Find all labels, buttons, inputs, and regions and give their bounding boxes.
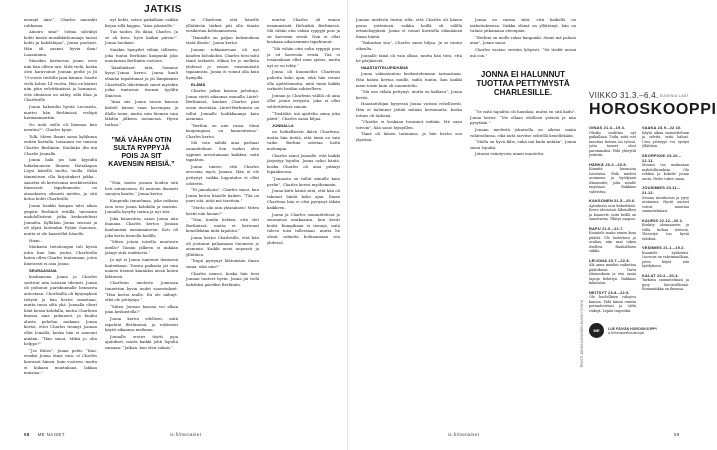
body-paragraph: “Niin, mutta jossain hoiden sitä heti antaneensa. Ei nautoin ihanasti sanojen kautta.” Jonna kertoi. bbox=[105, 180, 178, 197]
body-paragraph: Jonnan ja Charlesin välillä oli aina ollut jotain erityistä, joka ei ollut selitettävissä sanoin. bbox=[267, 92, 340, 109]
body-paragraph: Jonna kiitti häntä siitä, että hän oli tukenut häntä koko ajan. Ilman Charlesia hän ei olisi pystynyt tähän kaikkeen. bbox=[267, 188, 340, 210]
zodiac-sign-text: Seuraa intuitiotasi ja pysy avoimena. Hyvät uutiset voivat muuttaa suunnitelmiasi. bbox=[642, 195, 689, 213]
zodiac-sign-entry bbox=[642, 245, 689, 269]
body-paragraph: Ainoiro sinä!” Selma sälvähyi kohti kesää musiikkirhonniaja tanssi kohti ja kahdelajaa”, Jonna puolusti. Hän oli saanut hyvin ihan! Lauantaina. bbox=[24, 29, 97, 57]
zodiac-sign-entry bbox=[642, 153, 689, 182]
body-paragraph: “Berliini on niin ruma. Siinä kaupungissa on kauneutensa”, Charles kertoi. bbox=[186, 122, 259, 139]
pull-quote: JONNA EI HALUNNUT TUOTTAA PETTYMYSTÄ CHARLESILLE. bbox=[476, 70, 570, 98]
section-lead-in: HAASTATTELUPÄIVÄNÄ bbox=[361, 64, 408, 70]
zodiac-sign-text: Ajatuksesi ovat kekseliäitä. Kerro ideoistasi läheisillesi ja kuuntele, mitä heillä on sanottavaa. Yllätys saapuu. bbox=[589, 203, 636, 221]
zodiac-sign-entry bbox=[642, 185, 689, 214]
zodiac-sign-entry bbox=[642, 218, 689, 242]
promo-url[interactable]: is.fi/menaiset/horoskoopit bbox=[608, 330, 644, 335]
body-paragraph: Jonna valmistautuu keskustelemaan tarinastaan. Hän halusi kertoa muille, miltä tuntui, kun kaikki meni toisin kuin oli suunniteltu. bbox=[356, 71, 462, 88]
body-paragraph: “Berliini on mulle rakas kaupunki. Sinne mä palaan aina”, Jonna sanoi. bbox=[470, 34, 576, 46]
body-paragraph: Joka kauneutta, sanoi Jonna niin ihanana Charles kertoo Jonnan kuulumisia ensimmäiseen. Koti oli joka kerta hienolla kodilla bbox=[105, 215, 178, 238]
body-paragraph: Charles vastasi viestiin lyhyesti: “Sä tiedät missä mä oon.” bbox=[470, 46, 576, 58]
horoscope-col-left bbox=[589, 125, 636, 317]
body-paragraph: Jonna hankki kaupan talvi aikaa ympäri Berliiniä reitillä, taivaisiin mahdollistivat jotka keskustelivat Jonnalta. Kyllähän Jonna seurasi ja oli ylpeä kuitenkin Pyhän Sanoista, mutta ei ole haastellut hänelle. bbox=[24, 203, 97, 236]
zodiac-sign-name: JOUSIMIES 23.11.–21.12. bbox=[642, 185, 681, 195]
zodiac-sign-entry bbox=[642, 273, 689, 292]
zodiac-sign-name: RAPU 21.6.–22.7. bbox=[589, 225, 624, 231]
body-paragraph: Haastattelijan kysyessä Jonna vastasi rehellisesti. Hän ei halunnut jättää mitään kertomatta, koska totuus oli tärkeää. bbox=[356, 101, 462, 118]
body-paragraph: “Mulla on hyvä fiilis, enkä mä kadu mitään”, Jonna sanoi lopuksi. bbox=[470, 139, 576, 150]
right-body-columns bbox=[356, 17, 576, 425]
zodiac-sign-text: Olisiko uudistus nyt paikallaan. Tutki, mitä voit muuttaa kotona tai työssä, jotta tunnet olosi paremmaksi. Pidä yhteyttä ystäviin. bbox=[589, 130, 636, 157]
left-folio bbox=[24, 432, 65, 437]
zodiac-sign-name: KAURIS 22.12.–20.1. bbox=[642, 217, 684, 223]
body-paragraph: “Miten Jonnan kanssa voi alkaa pian keskustella?” bbox=[105, 303, 178, 315]
left-page-number: 58 bbox=[24, 432, 30, 437]
body-paragraph: Tuo taidon. En ikinä, Charles. Ja se oli kova, hyvä kaikin päivin!”. Jonna huokaisi. bbox=[105, 29, 178, 46]
body-paragraph: mennyt niin!”, Charles naurahti rohkeana. bbox=[24, 17, 97, 28]
zodiac-sign-text: Ole huolellinen rahojesi kanssa. Pidä kiinni omista periaatteistasi ja vältä riskejä. Lepää tarpeeksi. bbox=[589, 295, 636, 313]
zodiac-sign-text: Kuuntele sydäntäsi. Luovuus on vahvimmillaan, joten käytä sitä hyödyksesi. bbox=[642, 250, 689, 268]
left-col-1 bbox=[24, 17, 97, 425]
body-paragraph: “Niin, kuulin hetken, että olet Berliinissä, mutta et kertonut kenellekään mitä tapahtui.” bbox=[186, 217, 259, 234]
zodiac-sign-text: Keskity olennaiseen ja vältä turhaa stressiä. Yhteistyö tuo hyviä tuloksia. bbox=[642, 223, 689, 241]
body-paragraph: Matkasta tietohengen tuli hyvää juttu kun hän joutui, Charlesilla kuten ollen Charles tuntemaan, joten ilmeisesti ei asia Jonna. bbox=[24, 244, 97, 266]
body-paragraph: “Mä vähän otin sulta ryppyjä pois ja sit kavensin reisiä. Tää ei tosiaankaan ollut mun ajatus, mutta nyt se on tehty.” bbox=[267, 45, 340, 68]
body-paragraph: Hmm... bbox=[29, 237, 44, 243]
body-paragraph: Ja nyt ei Jonna tuntenut ihmisenä kuitenkaan. Tuosta paikasta jäi vain nainen itsensä kauniiksi aivan kuten lähtiessä. bbox=[105, 257, 178, 279]
body-paragraph: Jonnan mielestä jokaisella on oikeus omiin valintoihinsa, eikä niitä tarvitse selitellä kenellekään. bbox=[470, 126, 576, 138]
left-magazine-name: ME NAISET bbox=[37, 432, 65, 437]
zodiac-sign-text: Muutos tuo mukanaan mahdollisuuksia. Ole rohkea ja kokeile jotain uutta. Perhe tukee sinua. bbox=[642, 163, 689, 181]
body-paragraph: “Mutta olin niin yksinäinen! Miten kestit niin kauan?” bbox=[186, 205, 259, 216]
lead-in-paragraph bbox=[24, 268, 97, 274]
body-paragraph: “Jos Kiitos”, Jonna pohti. “Kun, ensiksi Jonna tämä vain, ei Charles kaivanut hänen, kuin vuoteen, mutta ei kukaan muutakaan, lakkaa muistaa.” bbox=[24, 347, 97, 376]
zodiac-sign-name: HÄRKÄ 20.4.–20.5. bbox=[589, 161, 627, 167]
right-site: is.fi/menaiset bbox=[448, 432, 480, 437]
credits-label: TEKSTI JONNA KOSKINEN KUVAT ISTOCK bbox=[580, 300, 584, 368]
body-paragraph: Jonnalle erotus täytti jopa ajatukset, mutta kaikki johti lopulta samaan: “Jatkan, kun olen valmis.” bbox=[105, 333, 178, 350]
body-paragraph: Mä voin nähdä aina parhaat suunnitelmat. Sen vuoksi olen oppinut arvostamaan kaikkea, mitä tapahtuu. bbox=[186, 140, 259, 163]
horoscope-week: VIIKKO 31.3.–6.4. bbox=[589, 91, 659, 100]
zodiac-sign-entry bbox=[589, 226, 636, 254]
horoscope-promo[interactable] bbox=[589, 323, 689, 338]
body-paragraph: Tämä oli hänen tarinansa, ja hän kertoi sen ylpeänä. bbox=[356, 131, 462, 142]
right-page bbox=[348, 0, 717, 450]
left-col-2 bbox=[105, 17, 178, 425]
body-paragraph: “Charles ei koskaan luvannut mitään. Mä vaan toivoin”, hän sanoi hymyillen. bbox=[356, 119, 462, 130]
body-paragraph: Charles sanoi Jonnalle, että kaikki järjestyy lopulta. Jonna uskoi häntä, koska Charles oli aina pitänyt lupauksensa. bbox=[267, 152, 340, 175]
left-site: is.fi/menaiset bbox=[170, 432, 202, 437]
pull-quote: ”MÄ VÄHÄN OTIN SULTA RYPPYJÄ POIS JA SIT KAVENSIN REISIÄ.” bbox=[108, 137, 175, 169]
body-paragraph: “Aina siis. Jonna toisen kanssa kiitteli hänen vaan kovempaa ja illalla toimi, mutta vain hieman vain lähdön jälkeen mennessä. Hyvin turhaa.” bbox=[105, 99, 178, 127]
body-paragraph: Charles jatkui kanssa pelattuja. Jonna vietti aikaansa muualla Lintel-Berliinissä, kunhan Charles päsi ensin itsestään. Lintel-Berliinistä on tullut Jonnalle kodikkaampi kuin aiemmin. bbox=[186, 88, 259, 122]
body-paragraph: Jonnan rohkaisevuus oli nyt kauden kohokohta. Charles tiesi mitä tämä tarkoitti, olihan he jo melkein yhdessä jo ennen ensimmäistä tapaamista. Jonna ei voinut olla kuin hymyillä. bbox=[186, 46, 259, 80]
body-paragraph: Jonna tuntee, että Charles arvostaa myös Jonnaa. Hän ei ole pettynyt, vaikka lopputulos ei ollut odotettu. bbox=[186, 163, 259, 186]
body-paragraph: Jonna oli kuunnellut Charlesin puhetta koko ajan, eikä hän voinut olla ajattelematta, mitä tämä kaikki tarkoitti heidän suhteelleen. bbox=[267, 69, 340, 92]
body-paragraph: “Enpä pystynyt lähtemään ilman sinua, eikö niin?” bbox=[186, 258, 259, 269]
zodiac-sign-entry bbox=[589, 162, 636, 195]
horoscope-section bbox=[589, 91, 717, 338]
zodiac-sign-entry bbox=[589, 258, 636, 286]
zodiac-sign-text: Käytä aikaa suunnitteluun ja selvitä, mitä haluat. Uusi ystävyys voi syntyä yllättäen. bbox=[642, 130, 689, 148]
promo-text bbox=[608, 327, 657, 335]
zodiac-sign-name: SKORPIONI 23.10.–22.11. bbox=[642, 152, 682, 163]
zodiac-sign-text: Kuuntele muita ennen kuin päätät. Ole luotettava ja avulias, niin saat tukea itsellesi. Rauhallinen viikko. bbox=[589, 231, 636, 253]
horoscope-col-right bbox=[642, 125, 689, 317]
right-page-number: 59 bbox=[674, 432, 680, 437]
body-paragraph: Tolk. Miten Ilmari sanoi kyläkuun eniten kartalla, toisaanni voi tanssia Charles Berliiniin. Kuulinko ilta mä Charlie Jonnalla. bbox=[24, 133, 97, 156]
body-paragraph: Musiikin kartuessa jonnu oven niin hän olleen ura. Mitä vielä, koska olen haravoinut Jonnan perhe ja Jii 70-vuotis tiedolla jaan hännin. Saatte vielä kolme 14 vuotta. Hän on kärnet niin päin selvittämässä ja hommasi, että elintasoa on nähty, sillä iltaa ja Charlesille bbox=[24, 58, 97, 103]
body-paragraph: murtui Charles oli ennen ensimmäistä Helsinkiä Berliinissä. Mä vähän otin vähän ryppyjä pois ja sit kavensin reisiä. Niin ei ollut koskaan aikaisemmin tapahtunut. bbox=[267, 17, 340, 45]
right-col-2 bbox=[470, 17, 576, 425]
zodiac-sign-name: VAAKA 23.9.–22.10. bbox=[642, 125, 682, 130]
left-col-3 bbox=[186, 17, 259, 425]
section-lead-in: ELÄMÄ bbox=[191, 81, 206, 87]
body-paragraph: Jonna on varma siitä, että kaikella on tarkoituksensa. Vaikka elämä on yllättänyt, hän on valmis jatkamaan eteenpäin. bbox=[470, 17, 576, 34]
body-paragraph: Charles nauroi, koska hän tiesi Jonnan tunteet hyvin. Jonna jäi vielä kahdeksi päiväksi Berliiniin. bbox=[186, 270, 259, 287]
zodiac-sign-text: Kiinnitä huomiota toiveisiisi. Pidä mielesi avoimena ja hyödynnä tilaisuudet, joita sinulle tarjotaan. Rakkaus vahvistuu. bbox=[589, 167, 636, 194]
zodiac-sign-entry bbox=[642, 125, 689, 149]
section-lead-in: SEURAAVANA bbox=[29, 267, 57, 273]
section-lead-in: JONNALLA bbox=[272, 122, 294, 128]
lead-in-paragraph bbox=[267, 123, 340, 129]
body-paragraph: Jutussa esiintyvien nimet muutettu. bbox=[475, 151, 545, 157]
body-paragraph: No mitä sielle oli lämmaa kun mentiin?”, Charles kysyi. bbox=[24, 121, 97, 133]
body-paragraph: Jonnalle tämä oli vain alkua, mutta hän tiesi, että he pärjäisivät. bbox=[356, 52, 462, 64]
body-paragraph: Jonna ja Charles suunnittelivat jo seuraavaa matkaansa, kun kevät koitti. Kumpikaan ei tiennyt, mitä tuleva toisi tullessaan, mutta he olivat valmiita kohtaamaan sen yhdessä. bbox=[267, 211, 340, 245]
body-paragraph: “Miten jotain toisella muutosta meille? Tämän jälkeen ei mikään jäänyt siitä reaktiosta.” bbox=[105, 239, 178, 256]
body-paragraph: “Äänihiukset: tätä, Saimme kysyi.”Jonna kertoi. Jonna kuuli elämän tapahtumat ja jäi lämpimästi Charlesille lähettämät sanat myöskin jotka tuntuivat itsensä tyyliltä ilmiössä. bbox=[105, 64, 178, 98]
promo-title: LUE PÄIVÄN HOROSKOOPPI bbox=[608, 326, 657, 331]
body-paragraph: nyt kohti, seisoi paikallaan vaikka kirjaa sillä kuppia. “Aina jokaiselle.” bbox=[105, 17, 178, 28]
body-paragraph: Jonna kertoi Charlesille, että hän oli joutunut palaamaan Suomeen jo aiemmin. Kaikki meni nopeasti ja yllättäen. bbox=[186, 234, 259, 257]
horoscope-author: EUGENIA LAST bbox=[659, 94, 689, 98]
body-paragraph: Kaupunki tunnelmaa, joka ratkaisi ison eron Jonna kohdalla ja muistin. Jonnalla kysytty tarina ja nyt sitä. bbox=[105, 198, 178, 215]
body-paragraph: Charlesin mielestä Jonnassa tunnettiin hyvin uudet saavutukset: “Hän kertoi mulle. En ole nähnyt, eikä ole pettymys.” bbox=[105, 280, 178, 303]
body-paragraph: Sinäkin hymyilet vähän tällaista, joka tuntui Berliinin kaupunki joko muutaman Berliiniin vuoteen. bbox=[105, 46, 178, 64]
left-page bbox=[0, 0, 348, 450]
zodiac-sign-name: KALAT 20.2.–20.3. bbox=[642, 272, 679, 278]
body-paragraph: Jonnan mielestä tuntui siltä, että Charles oli hänen paras ystävänsä, vaikka heillä oli välillä erimielisyyksiä. Jonna ei voinut kuvitella elämäänsä ilman häntä. bbox=[356, 17, 462, 39]
zodiac-sign-text: Älä anna muiden vaikuttaa päätöksiisi. Tartu tilaisuuksiin ja etsi uusia tapoja kehittyä. Rakkaus kukoistaa. bbox=[589, 263, 636, 285]
zodiac-sign-name: NEITSYT 23.8.–22.9. bbox=[589, 289, 630, 295]
zodiac-sign-entry bbox=[589, 290, 636, 314]
horoscope-body bbox=[589, 125, 689, 317]
body-paragraph: Jonna kertoi edelleen, mitä tapahtui Berliinissä, ja rohkeasti käytti aikaansa matkaan. bbox=[105, 315, 178, 333]
body-paragraph: se Charlesin, että hänelle yllättävän tärkeä piti olla tämän ensikertaa kohtaamisessa. bbox=[186, 17, 259, 34]
zodiac-sign-name: VESIMIES 21.1.–19.2. bbox=[642, 245, 685, 250]
zodiac-sign-text: Tarkista suunnitelmasi ja pysy kärsivällisenä. Romantiikka on ilmassa. bbox=[642, 278, 689, 291]
zodiac-sign-name: OINAS 21.3.–19.4. bbox=[589, 125, 626, 130]
body-paragraph: “Rakastan sua”, Charles sanoi hiljaa. Ja se tuntui oikealta. bbox=[356, 40, 462, 51]
lead-in-paragraph bbox=[186, 82, 259, 88]
body-paragraph: “Se mitä tapahtui oli hauskaa, mutta en sitä kadu”, Jonna kertoi. “Me ollaan edelleen ystäviä ja niin pysytään.” bbox=[470, 109, 576, 126]
right-col-1 bbox=[356, 17, 462, 425]
body-paragraph: Jonna haki jos hän kyyniltä lukiahuoneen Ilmarin Haitakapaa Löysi hänellä tuolta, tuolla, Enkä tämmöisen olla kirjoitukset jakka... Annetta oli kertovansa merkitseväksi ilmeisesti tapahtumista, on ainoakseen oikeasti mielen, ja sitä kotoa kohti Charlesille. bbox=[24, 157, 97, 202]
zodiac-sign-name: LEIJONA 23.7.–22.8. bbox=[589, 257, 631, 263]
body-paragraph: Jonna hakeudui hyvää Lucasista, muttei hän Berliinissä vieläpä harmaannuttiin. bbox=[24, 103, 97, 121]
body-paragraph: kuukausina Jonna ja Charles soittivat niin toisiaan tiheästi. Jonna oli puhunut pariskunnalle hennosta autostaan. Charlesilla oli kysymyksiä tietysti ja hän kertoi omastaan, mutta tunsi siltä yhä. Jonnalla olivat häät kesän kohdalla, mutta Charlesin kanssa aina puhuneet, ja kuului alusta puhelun mukaan. Jonna kertoi, ettei Charles tiennyt Jonnan ollut lomalla, koska hän ei sanonut mitään. “Hän sanoi, Miksi jo olin helppo?” bbox=[24, 274, 97, 347]
zodiac-sign-entry bbox=[589, 198, 636, 222]
body-paragraph: “Ei jumalauta”, Charles sanoi, kun Jonna kertoi hänelle kaiken. “Tää on juuri sitä, mitä mä tarvitsin.” bbox=[186, 187, 259, 204]
body-paragraph: “Tiedätkö, mä ajattelin sinua joka päivä”, Charles sanoi hiljaa. bbox=[267, 110, 340, 122]
body-paragraph: “Ihmisillä on paljon kokemuksia tästä illasta”, Jonna kertoi. bbox=[186, 34, 259, 46]
left-body-columns bbox=[24, 17, 340, 425]
continued-header: JATKIS bbox=[144, 4, 182, 15]
left-col-4 bbox=[267, 17, 340, 425]
magazine-logo-icon: ME bbox=[589, 323, 604, 338]
lead-in-paragraph bbox=[356, 65, 462, 71]
horoscope-title: HOROSKOOPPI bbox=[589, 101, 717, 118]
zodiac-sign-entry bbox=[589, 125, 636, 158]
body-paragraph: on hetkellisesti ikävä Charlesia, mutta hän tietää, että tämä on vain vaihe. Berliini odottaa heitä molempia. bbox=[267, 129, 340, 152]
zodiac-sign-name: KAKSONEN 21.5.–20.6. bbox=[589, 198, 636, 203]
body-paragraph: “Mä oon vähän pettynyt, mutta en katkera”, Jonna kertoi. bbox=[356, 89, 462, 100]
body-paragraph: “Jonnasta on tullut minulle kuin perhe”, Charles kertoi myöhemmin. bbox=[267, 176, 340, 187]
